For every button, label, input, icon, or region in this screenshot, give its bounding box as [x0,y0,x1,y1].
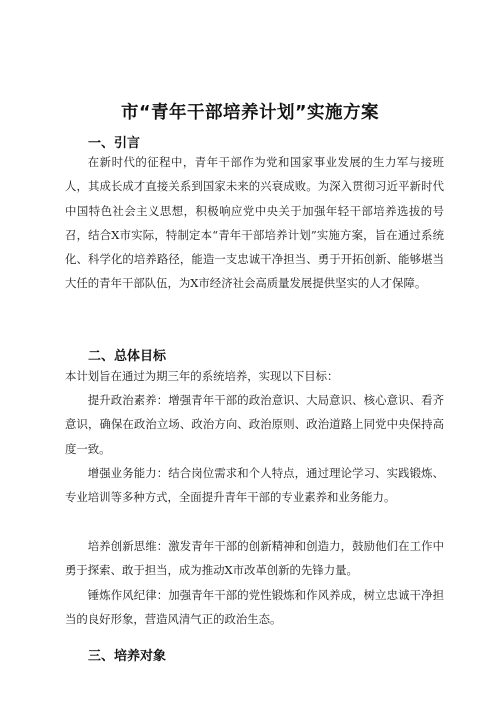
goal-paragraph-business: 增强业务能力：结合岗位需求和个人特点，通过理论学习、实践锻炼、专业培训等多种方式，全面提升青年干部的专业素养和业务能力。 [65,466,444,505]
section-heading-introduction: 一、引言 [88,136,141,151]
goals-intro-text: 本计划旨在通过为期三年的系统培养，实现以下目标： [65,369,339,383]
goal-paragraph-discipline: 锤炼作风纪律：加强青年干部的党性锻炼和作风养成，树立忠诚干净担当的良好形象，营造风清气正的政治生态。 [65,588,444,627]
intro-paragraph: 在新时代的征程中，青年干部作为党和国家事业发展的生力军与接班人，其成长成才直接关系到国家未来的兴衰成败。为深入贯彻习近平新时代中国特色社会主义思想，积极响应党中央关于加强年轻干部培养选拔的号召，结合X市实际，特制定本“青年干部培养计划”实施方案，旨在通过系统化、科学化的培养路径，能造一支忠诚干净担当、勇于开拓创新、能够堪当大任的青年干部队伍，为X市经济社会高质量发展提供坚实的人才保障。 [65,155,444,291]
section-heading-overall-goals: 二、总体目标 [88,349,167,364]
document-title: 市“青年干部培养计划”实施方案 [120,103,379,123]
section-heading-training-targets: 三、培养对象 [88,649,167,664]
goal-paragraph-political: 提升政治素养：增强青年干部的政治意识、大局意识、核心意识、看齐意识，确保在政治立场、政治方向、政治原则、政治道路上同党中央保持高度一致。 [65,393,444,456]
goal-paragraph-innovation: 培养创新思维：激发青年干部的创新精神和创造力，鼓励他们在工作中勇于探索、敢于担当，成为推动X市改革创新的先锋力量。 [65,539,444,578]
